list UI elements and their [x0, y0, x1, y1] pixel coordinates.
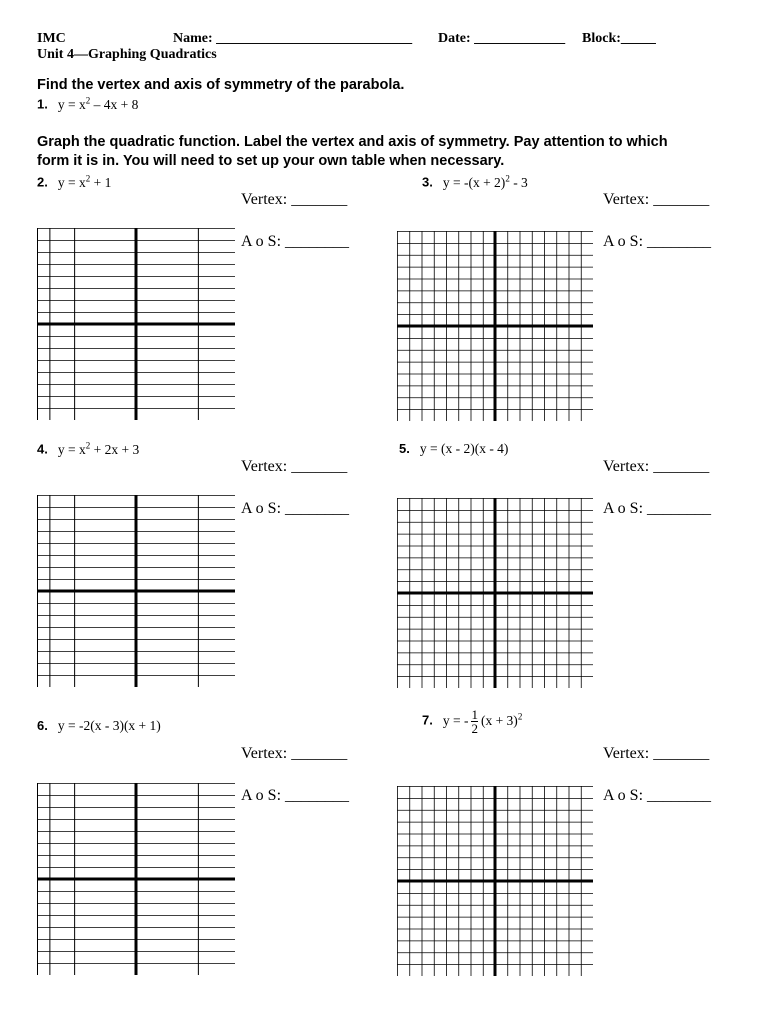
vertex-blank[interactable]: Vertex: _______ — [603, 458, 710, 475]
equation: $y = x^2 - 4x + 8$ — [57, 95, 139, 112]
date-field[interactable]: Date: _____________ — [438, 31, 566, 46]
graph-grid-2[interactable] — [37, 228, 235, 420]
aos-blank[interactable]: A o S: ________ — [241, 787, 350, 804]
problem-number: 3. — [422, 174, 433, 190]
problem-5 — [399, 440, 508, 458]
problem-1 — [37, 95, 138, 114]
section2-instruction-line1: Graph the quadratic function. Label the vertex and axis of symmetry. Pay attention to which — [37, 134, 668, 150]
equation: y = - $\frac{1}{2}$ $(x + 3)^2$ — [442, 707, 523, 736]
problem-3 — [422, 173, 528, 192]
section2-instruction-line2: form it is in. You will need to set up your own table when necessary. — [37, 153, 505, 169]
vertex-blank[interactable]: Vertex: _______ — [241, 745, 348, 762]
problem-number: 4. — [37, 441, 48, 457]
problem-6 — [37, 717, 161, 735]
equation: $y = x^2 + 2x + 3$ — [57, 440, 140, 457]
problem-2 — [37, 173, 111, 192]
graph-grid-7[interactable] — [397, 786, 593, 976]
problem-number: 1. — [37, 96, 48, 112]
course-label: IMC — [37, 31, 66, 46]
aos-blank[interactable]: A o S: ________ — [603, 233, 712, 250]
problem-7 — [422, 708, 522, 735]
vertex-blank[interactable]: Vertex: _______ — [603, 745, 710, 762]
aos-blank[interactable]: A o S: ________ — [241, 500, 350, 517]
equation: y = (x - 2)(x - 4) — [419, 441, 509, 456]
aos-blank[interactable]: A o S: ________ — [603, 787, 712, 804]
fraction: $\frac{1}{2}$ — [471, 707, 478, 736]
equation: $y = -(x + 2)^2 - 3$ — [442, 173, 528, 190]
block-field[interactable]: Block:_____ — [582, 31, 656, 46]
graph-grid-4[interactable] — [37, 495, 235, 687]
name-field[interactable]: Name: ____________________________ — [173, 31, 413, 46]
problem-number: 7. — [422, 712, 433, 728]
graph-grid-6[interactable] — [37, 783, 235, 975]
vertex-blank[interactable]: Vertex: _______ — [241, 458, 348, 475]
vertex-blank[interactable]: Vertex: _______ — [241, 191, 348, 208]
section1-instruction: Find the vertex and axis of symmetry of the parabola. — [37, 77, 405, 93]
unit-title: Unit 4—Graphing Quadratics — [37, 47, 217, 62]
equation: $y = x^2 + 1$ — [57, 173, 112, 190]
problem-4 — [37, 440, 139, 459]
aos-blank[interactable]: A o S: ________ — [603, 500, 712, 517]
equation: y = -2(x - 3)(x + 1) — [57, 718, 161, 733]
aos-blank[interactable]: A o S: ________ — [241, 233, 350, 250]
problem-number: 6. — [37, 718, 48, 733]
problem-number: 5. — [399, 441, 410, 456]
graph-grid-3[interactable] — [397, 231, 593, 421]
graph-grid-5[interactable] — [397, 498, 593, 688]
problem-number: 2. — [37, 174, 48, 190]
vertex-blank[interactable]: Vertex: _______ — [603, 191, 710, 208]
